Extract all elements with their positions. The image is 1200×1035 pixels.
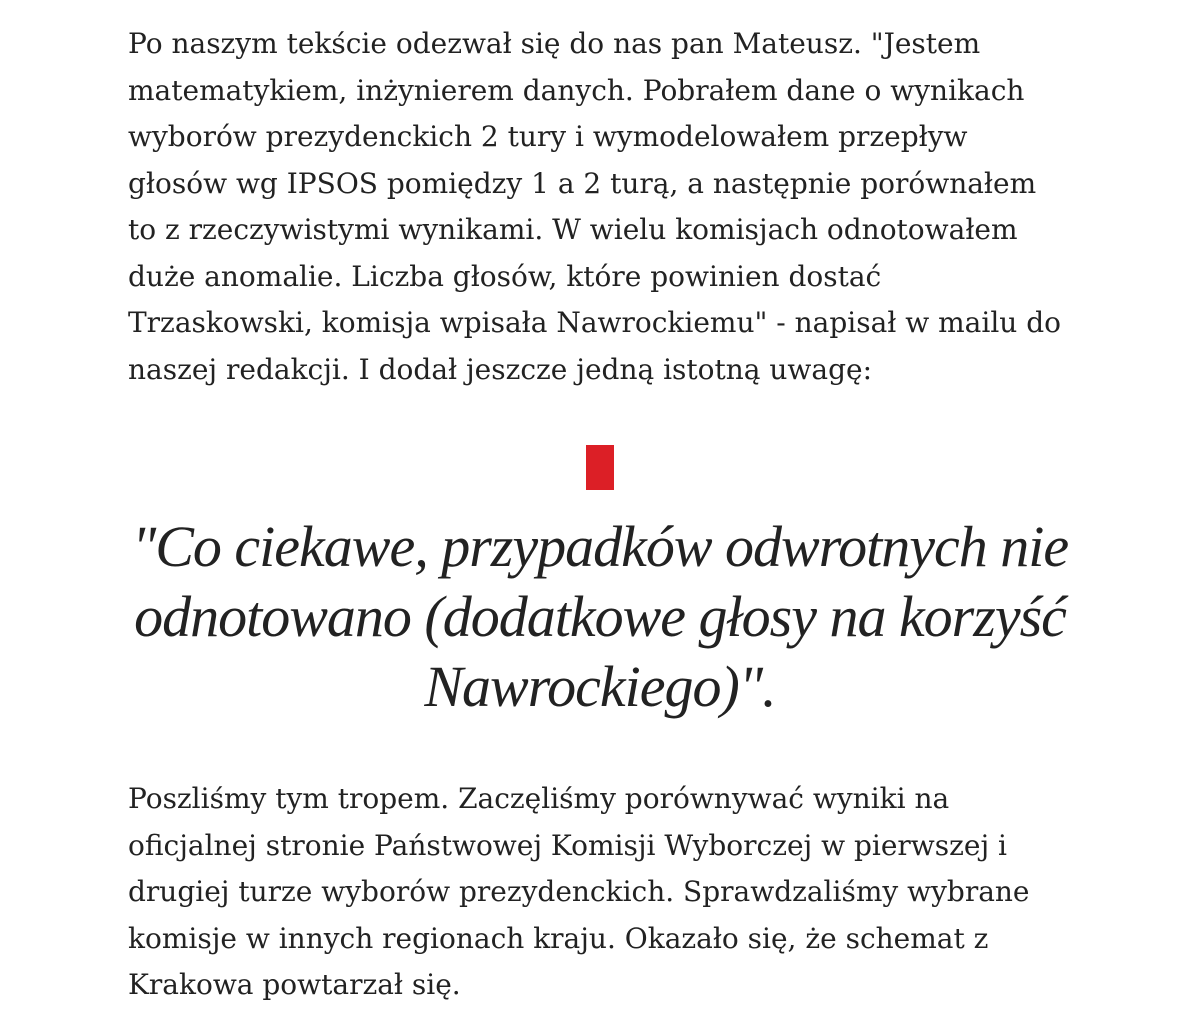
article-paragraph: Poszliśmy tym tropem. Zaczęliśmy porównywać wyniki na oficjalnej stronie Państwowej Komisji Wyborczej w pierwszej i drugiej turze wyborów prezydenckich. Sprawdzaliśmy wybrane komisje w innych regionach kraju. Okazało się, że schemat z Krakowa powtarzał się. xyxy=(128,782,1030,1001)
pullquote-marker-icon xyxy=(586,445,614,490)
pullquote: "Co ciekawe, przypadków odwrotnych nie odnotowano (dodatkowe głosy na korzyść Nawrockiego)". xyxy=(131,514,1069,719)
article-paragraph: Po naszym tekście odezwał się do nas pan Mateusz. "Jestem matematykiem, inżynierem danych. Pobrałem dane o wynikach wyborów prezydenckich 2 tury i wymodelowałem przepływ głosów wg IPSOS pomiędzy 1 a 2 turą, a następnie porównałem to z rzeczywistymi wynikami. W wielu komisjach odnotowałem duże anomalie. Liczba głosów, które powinien dostać Trzaskowski, komisja wpisała Nawrockiemu" - napisał w mailu do naszej redakcji. I dodał jeszcze jedną istotną uwagę: xyxy=(128,27,1061,386)
